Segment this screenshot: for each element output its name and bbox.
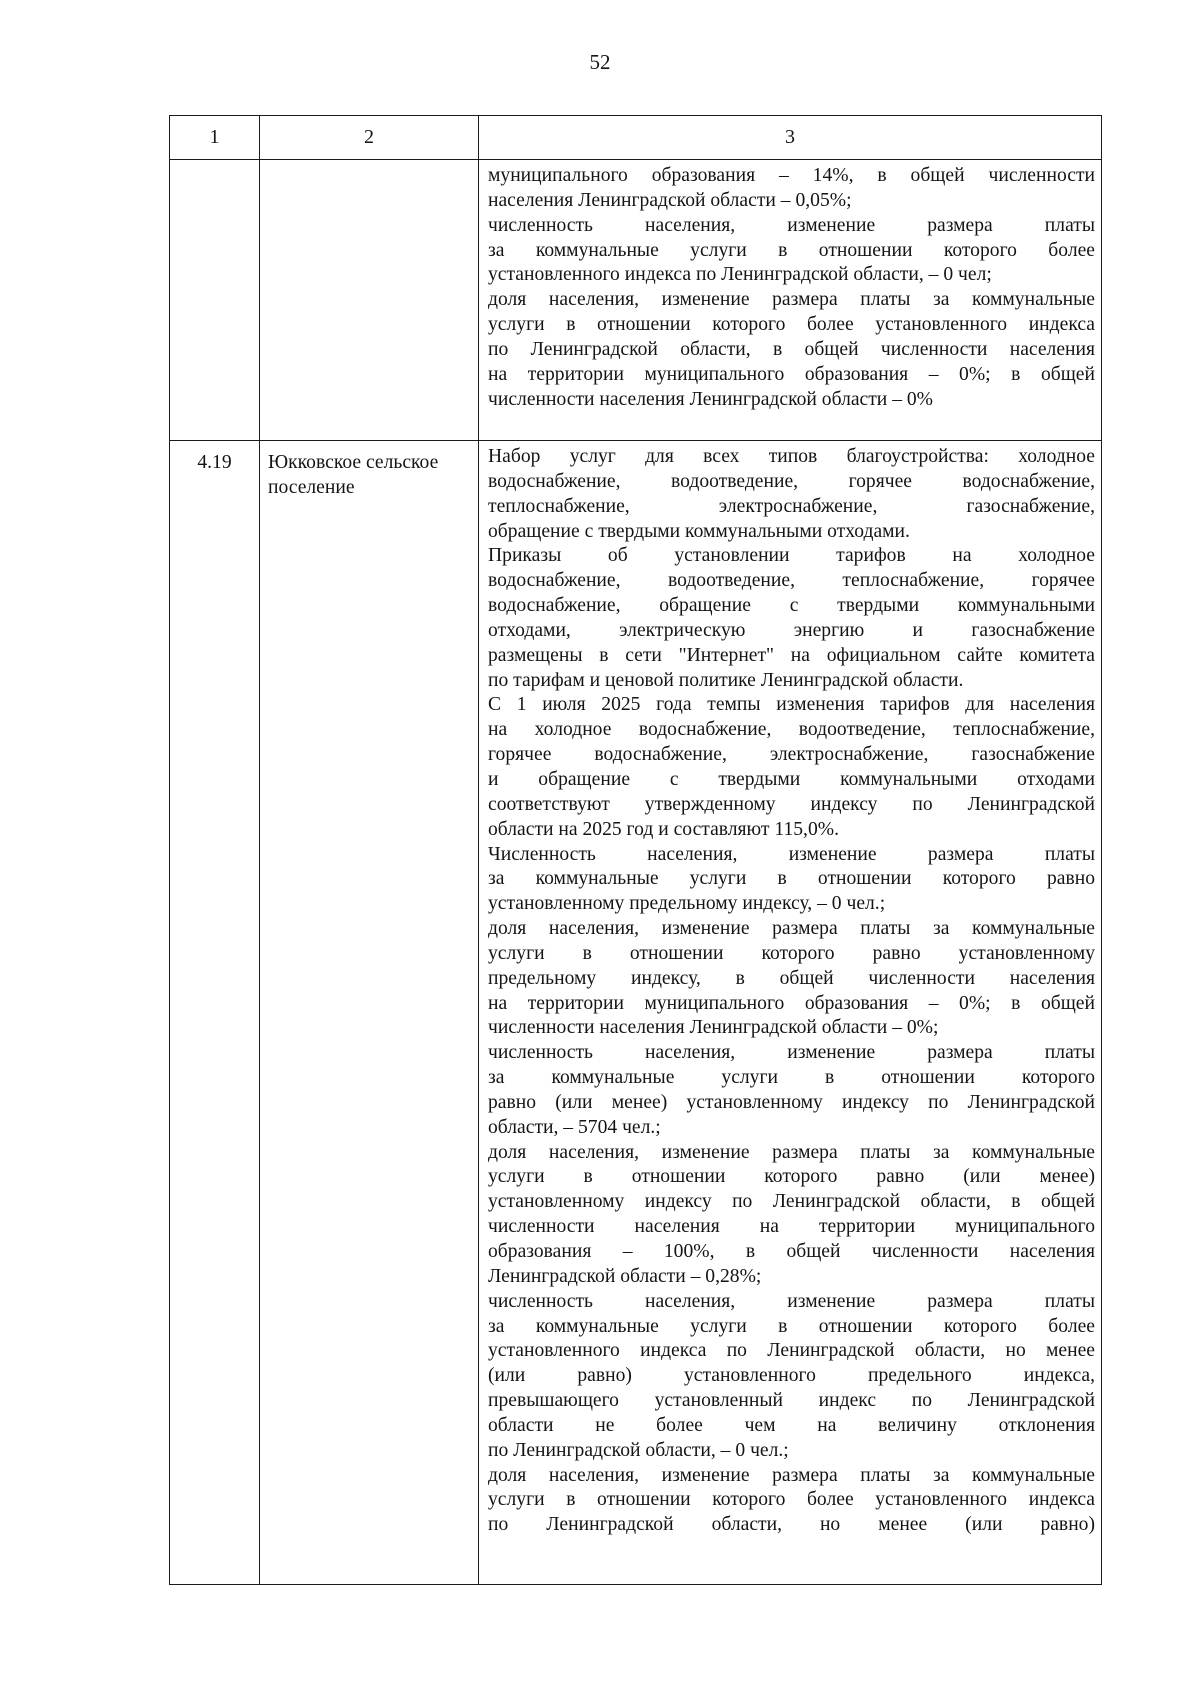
text-line: установленному предельному индексу, – 0 чел.; bbox=[488, 893, 886, 915]
text-line: С 1 июля 2025 года темпы изменения тарифов для населения bbox=[488, 694, 1095, 716]
text-line: доля населения, изменение размера платы за коммунальные bbox=[488, 1464, 1095, 1486]
text-line: и обращение с твердыми коммунальными отходами bbox=[488, 768, 1095, 790]
text-line: за коммунальные услуги в отношении которого более bbox=[488, 239, 1095, 261]
text-line: муниципального образования – 14%, в общей численности bbox=[488, 165, 1095, 186]
description-cell bbox=[479, 160, 1102, 441]
text-line: на территории муниципального образования – 0%; в общей bbox=[488, 992, 1095, 1014]
text-line: водоснабжение, водоотведение, теплоснабжение, горячее bbox=[488, 570, 1095, 592]
text-line: за коммунальные услуги в отношении которого равно bbox=[488, 868, 1095, 890]
text-line: установленного индекса по Ленинградской области, – 0 чел; bbox=[488, 264, 992, 286]
text-line: за коммунальные услуги в отношении которого более bbox=[488, 1315, 1095, 1337]
description-cell bbox=[479, 441, 1102, 1585]
text-line: превышающего установленный индекс по Ленинградской bbox=[488, 1390, 1095, 1412]
text-line: по тарифам и ценовой политике Ленинградской области. bbox=[488, 669, 964, 691]
text-line: по Ленинградской области, но менее (или равно) bbox=[488, 1514, 1095, 1536]
text-line: предельному индексу, в общей численности населения bbox=[488, 967, 1095, 989]
settlement-name-cell bbox=[260, 160, 479, 441]
settlement-name-cell: Юкковское сельское поселение bbox=[260, 441, 479, 1585]
text-line: доля населения, изменение размера платы за коммунальные bbox=[488, 289, 1095, 311]
table-header-row bbox=[170, 116, 1102, 160]
text-line: численности населения Ленинградской области – 0%; bbox=[488, 1017, 939, 1039]
text-line: водоснабжение, обращение с твердыми коммунальными bbox=[488, 595, 1095, 617]
text-line: образования – 100%, в общей численности населения bbox=[488, 1241, 1095, 1262]
text-line: установленного индекса по Ленинградской области, но менее bbox=[488, 1340, 1095, 1362]
text-line: соответствуют утвержденному индексу по Ленинградской bbox=[488, 793, 1095, 815]
text-line: отходами, электрическую энергию и газоснабжение bbox=[488, 619, 1095, 641]
text-line: области на 2025 год и составляют 115,0%. bbox=[488, 818, 839, 840]
text-line: водоснабжение, водоотведение, горячее водоснабжение, bbox=[488, 470, 1095, 492]
text-line: установленному индексу по Ленинградской области, в общей bbox=[488, 1191, 1095, 1213]
text-line: на территории муниципального образования – 0%; в общей bbox=[488, 363, 1095, 385]
column-header-2: 2 bbox=[260, 116, 479, 160]
column-header-1: 1 bbox=[170, 116, 260, 160]
text-line: обращение с твердыми коммунальными отходами. bbox=[488, 520, 910, 542]
text-line: по Ленинградской области, в общей численности населения bbox=[488, 338, 1095, 360]
text-line: численность населения, изменение размера платы bbox=[488, 214, 1095, 236]
text-line: за коммунальные услуги в отношении которого bbox=[488, 1067, 1095, 1089]
text-line: (или равно) установленного предельного индекса, bbox=[488, 1365, 1095, 1387]
text-line: на холодное водоснабжение, водоотведение, теплоснабжение, bbox=[488, 719, 1095, 741]
text-line: Набор услуг для всех типов благоустройства: холодное bbox=[488, 446, 1095, 467]
text-line: равно (или менее) установленному индексу по Ленинградской bbox=[488, 1091, 1095, 1113]
text-line: доля населения, изменение размера платы за коммунальные bbox=[488, 1141, 1095, 1163]
table-row bbox=[170, 441, 1102, 1585]
text-line: услуги в отношении которого более установленного индекса bbox=[488, 314, 1095, 336]
text-line: численность населения, изменение размера платы bbox=[488, 1042, 1095, 1064]
text-line: доля населения, изменение размера платы за коммунальные bbox=[488, 918, 1095, 940]
tariff-table bbox=[169, 115, 1102, 1585]
table-row bbox=[170, 160, 1102, 441]
text-line: по Ленинградской области, – 0 чел.; bbox=[488, 1439, 789, 1461]
page-number: 52 bbox=[589, 50, 611, 74]
text-line: области, – 5704 чел.; bbox=[488, 1116, 661, 1138]
text-line: размещены в сети "Интернет" на официальном сайте комитета bbox=[488, 644, 1095, 666]
text-line: теплоснабжение, электроснабжение, газоснабжение, bbox=[488, 495, 1095, 517]
text-line: Численность населения, изменение размера платы bbox=[488, 843, 1095, 865]
text-line: Приказы об установлении тарифов на холодное bbox=[488, 545, 1095, 567]
text-line: численность населения, изменение размера платы bbox=[488, 1290, 1095, 1312]
column-header-3: 3 bbox=[479, 116, 1102, 160]
text-line: Ленинградской области – 0,28%; bbox=[488, 1265, 762, 1287]
row-number-cell bbox=[170, 160, 260, 441]
text-line: численности населения Ленинградской области – 0% bbox=[488, 388, 934, 410]
text-line: области не более чем на величину отклонения bbox=[488, 1414, 1095, 1436]
text-line: услуги в отношении которого равно (или менее) bbox=[488, 1166, 1095, 1188]
text-line: населения Ленинградской области – 0,05%; bbox=[488, 189, 852, 211]
row-number-cell: 4.19 bbox=[170, 441, 260, 1585]
text-line: услуги в отношении которого более установленного индекса bbox=[488, 1489, 1095, 1511]
text-line: численности населения на территории муниципального bbox=[488, 1216, 1095, 1238]
text-line: горячее водоснабжение, электроснабжение, газоснабжение bbox=[488, 744, 1095, 766]
text-line: услуги в отношении которого равно установленному bbox=[488, 942, 1095, 964]
